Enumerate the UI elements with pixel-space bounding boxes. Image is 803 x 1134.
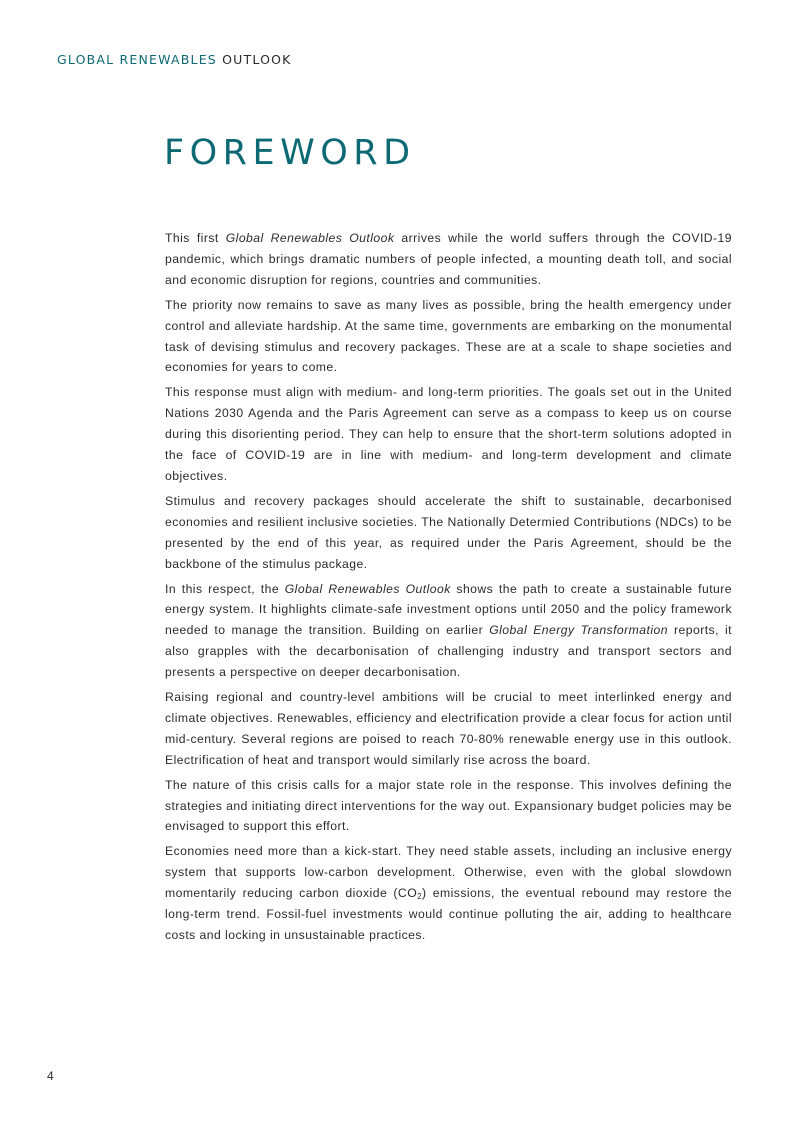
foreword-body — [165, 228, 732, 950]
header-rest: OUTLOOK — [222, 52, 292, 67]
p5-report-title: Global Renewables Outlook — [284, 581, 451, 596]
p8-subscript: 2 — [417, 892, 423, 902]
p1-text-c: arrives while the world suffers through the COVID-19 pandemic, which brings dramatic numbers of people infected, a mounting death toll, and social and economic disruption for regions, countries and communities. — [165, 231, 732, 287]
p5-text-c: shows the path to create a sustainable future energy system. It highlights climate-safe investment options until 2050 and the policy framework needed to manage the transition. Building on earlier — [165, 581, 733, 638]
p5-text-a: In this respect, the — [165, 581, 285, 596]
p8-text-b: ) emissions, the eventual rebound may restore the long-term trend. Fossil-fuel investments would continue polluting the air, adding to healthcare costs and locking in unsustainable practices. — [165, 886, 732, 942]
p1-text-a: This first — [165, 231, 226, 245]
paragraph-4: Stimulus and recovery packages should accelerate the shift to sustainable, decarbonised economies and resilient inclusive societies. The Nationally Determied Contributions (NDCs) to be presented by the end of this year, as required under the Paris Agreement, should be the backbone of the stimulus package. — [165, 493, 732, 571]
paragraph-1 — [165, 228, 732, 291]
paragraph-2: The priority now remains to save as many lives as possible, bring the health emergency under control and alleviate hardship. At the same time, governments are embarking on the monumental task of devising stimulus and recovery packages. These are at a scale to shape societies and economies for years to come. — [165, 297, 732, 375]
paragraph-3: This response must align with medium- and long-term priorities. The goals set out in the United Nations 2030 Agenda and the Paris Agreement can serve as a compass to keep us on course during this disorienting period. They can help to ensure that the short-term solutions adopted in the face of COVID-19 are in line with medium- and long-term development and climate objectives. — [165, 385, 732, 483]
running-header — [57, 52, 292, 67]
paragraph-6: Raising regional and country-level ambitions will be crucial to meet interlinked energy and climate objectives. Renewables, efficiency and electrification provide a clear focus for action until mid-century. Several regions are poised to reach 70-80% renewable energy use in this outlook. Electrification of heat and transport would similarly rise across the board. — [165, 690, 732, 767]
p5-text-e: reports, it also grapples with the decarbonisation of challenging industry and transport sectors and presents a perspective on deeper decarbonisation. — [165, 623, 732, 680]
paragraph-5 — [165, 579, 732, 684]
paragraph-8 — [165, 841, 732, 946]
page-number: 4 — [47, 1069, 54, 1083]
header-accent: GLOBAL RENEWABLES — [57, 52, 217, 67]
p1-report-title: Global Renewables Outlook — [225, 231, 395, 245]
paragraph-7: The nature of this crisis calls for a major state role in the response. This involves defining the strategies and initiating direct interventions for the way out. Expansionary budget policies may be envisaged to support this effort. — [165, 777, 732, 834]
p8-text-a: Economies need more than a kick-start. They need stable assets, including an inclusive energy system that supports low-carbon development. Otherwise, even with the global slowdown momentarily reducing carbon dioxide (CO — [165, 844, 732, 901]
page-title: FOREWORD — [164, 133, 416, 173]
p5-series-title: Global Energy Transformation — [489, 623, 668, 638]
